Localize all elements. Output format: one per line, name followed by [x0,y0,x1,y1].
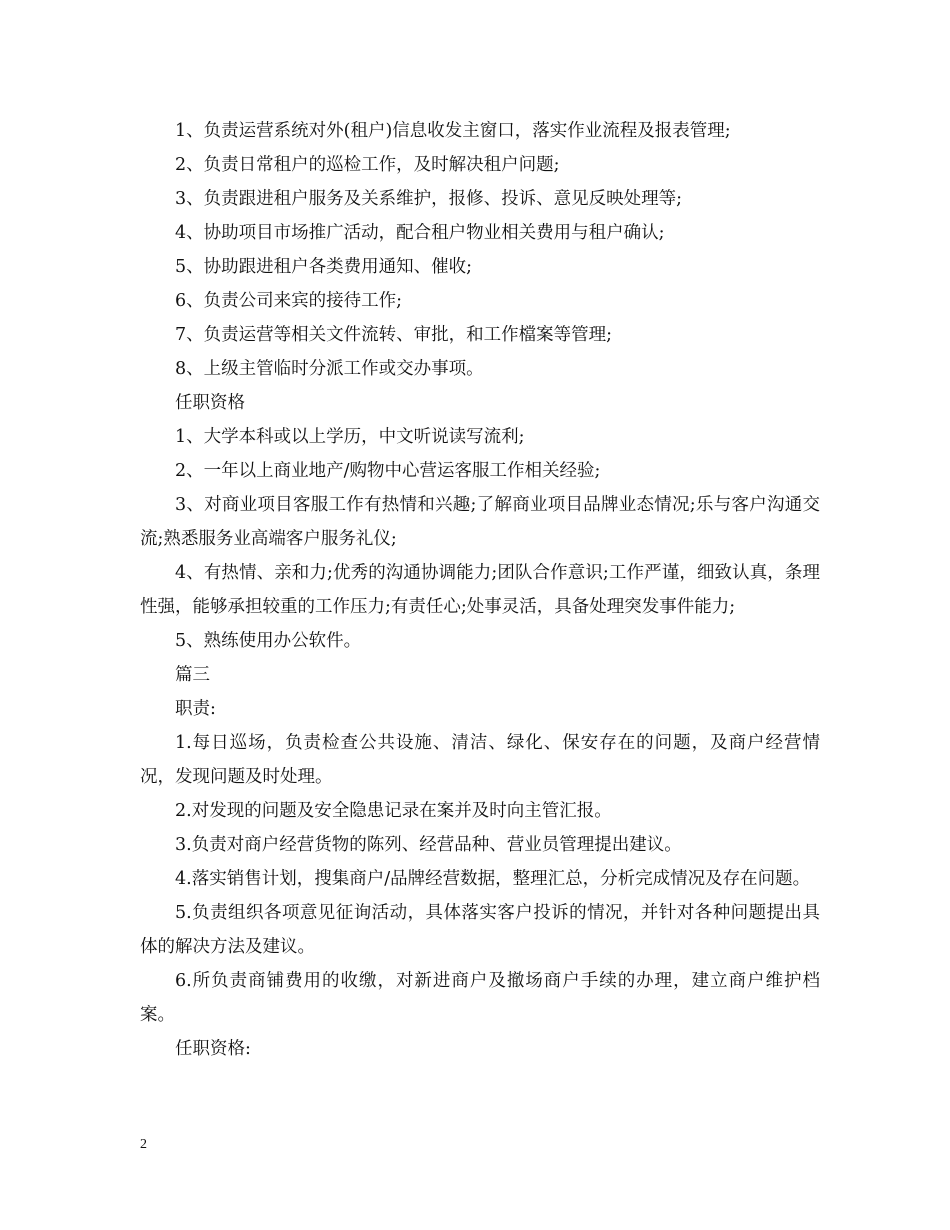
section-heading: 职责: [175,699,216,719]
paragraph: 1、负责运营系统对外(租户)信息收发主窗口，落实作业流程及报表管理; [175,121,731,141]
section-heading: 篇三 [175,665,210,685]
paragraph: 6、负责公司来宾的接待工作; [175,291,403,311]
paragraph: 5、协助跟进租户各类费用通知、催收; [175,257,473,277]
paragraph: 2、一年以上商业地产/购物中心营运客服工作相关经验; [175,461,601,481]
paragraph: 4.落实销售计划，搜集商户/品牌经营数据，整理汇总，分析完成情况及存在问题。 [175,869,811,889]
paragraph: 1.每日巡场，负责检查公共设施、清洁、绿化、保安存在的问题，及商户经营情况，发现问题及时处理。 [140,733,820,787]
paragraph: 1、大学本科或以上学历，中文听说读写流利; [175,427,525,447]
paragraph: 4、协助项目市场推广活动，配合租户物业相关费用与租户确认; [175,223,665,243]
paragraph: 8、上级主管临时分派工作或交办事项。 [175,359,484,379]
section-heading: 任职资格: [175,1039,251,1059]
paragraph: 4、有热情、亲和力;优秀的沟通协调能力;团队合作意识;工作严谨，细致认真，条理性强，能够承担较重的工作压力;有责任心;处事灵活，具备处理突发事件能力; [140,563,820,617]
page-number: 2 [140,1137,147,1152]
paragraph: 3、负责跟进租户服务及关系维护，报修、投诉、意见反映处理等; [175,189,683,209]
paragraph: 2.对发现的问题及安全隐患记录在案并及时向主管汇报。 [175,801,612,821]
paragraph: 6.所负责商铺费用的收缴，对新进商户及撤场商户手续的办理，建立商户维护档案。 [140,971,820,1025]
paragraph: 7、负责运营等相关文件流转、审批，和工作檔案等管理; [175,325,613,345]
paragraph: 5.负责组织各项意见征询活动，具体落实客户投诉的情况，并针对各种问题提出具体的解决方法及建议。 [140,903,820,957]
paragraph: 5、熟练使用办公软件。 [175,631,362,651]
section-heading: 任职资格 [175,393,245,413]
document-body [140,114,820,1066]
paragraph: 3.负责对商户经营货物的陈列、经营品种、营业员管理提出建议。 [175,835,682,855]
paragraph: 3、对商业项目客服工作有热情和兴趣;了解商业项目品牌业态情况;乐与客户沟通交流;熟悉服务业高端客户服务礼仪; [140,495,820,549]
paragraph: 2、负责日常租户的巡检工作，及时解决租户问题; [175,155,560,175]
